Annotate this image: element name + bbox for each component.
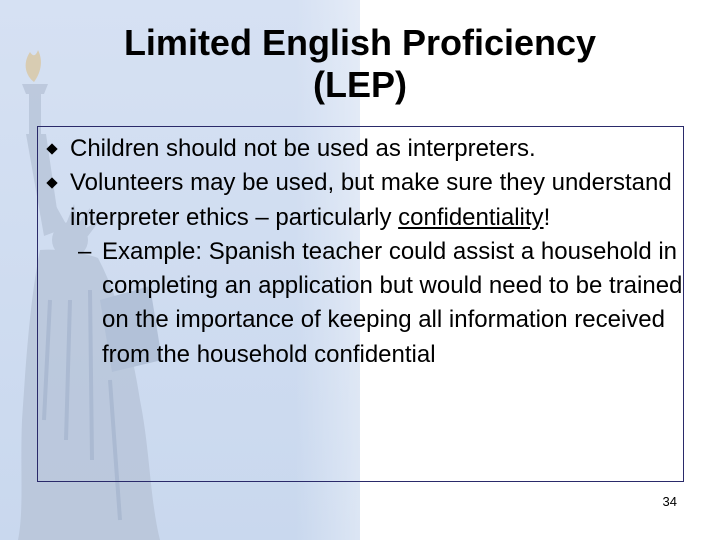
confidentiality-underlined-text: confidentiality: [398, 203, 544, 231]
diamond-bullet-icon: [46, 178, 57, 189]
dash-bullet: –: [78, 237, 92, 265]
bullet-text: Children should not be used as interpreters.: [70, 135, 536, 162]
bullet-text: Volunteers may be used, but make sure they understand interpreter ethics – particularly: [70, 169, 672, 231]
sub-bullet-example: [48, 235, 684, 372]
bullet-item-volunteers: [48, 166, 684, 235]
diamond-bullet-icon: [46, 143, 57, 154]
slide-title: [40, 22, 680, 106]
sub-bullet-text: Example: Spanish teacher could assist a household in completing an application but would need to be trained on the importance of keeping all information received from the household confidential: [102, 237, 683, 368]
bullet-list: [48, 132, 684, 372]
page-number: 34: [662, 494, 677, 509]
title-line-2: (LEP): [313, 64, 407, 105]
title-line-1: Limited English Proficiency: [123, 22, 597, 63]
bullet-text-end: !: [543, 203, 551, 231]
bullet-item-children: [48, 132, 684, 166]
